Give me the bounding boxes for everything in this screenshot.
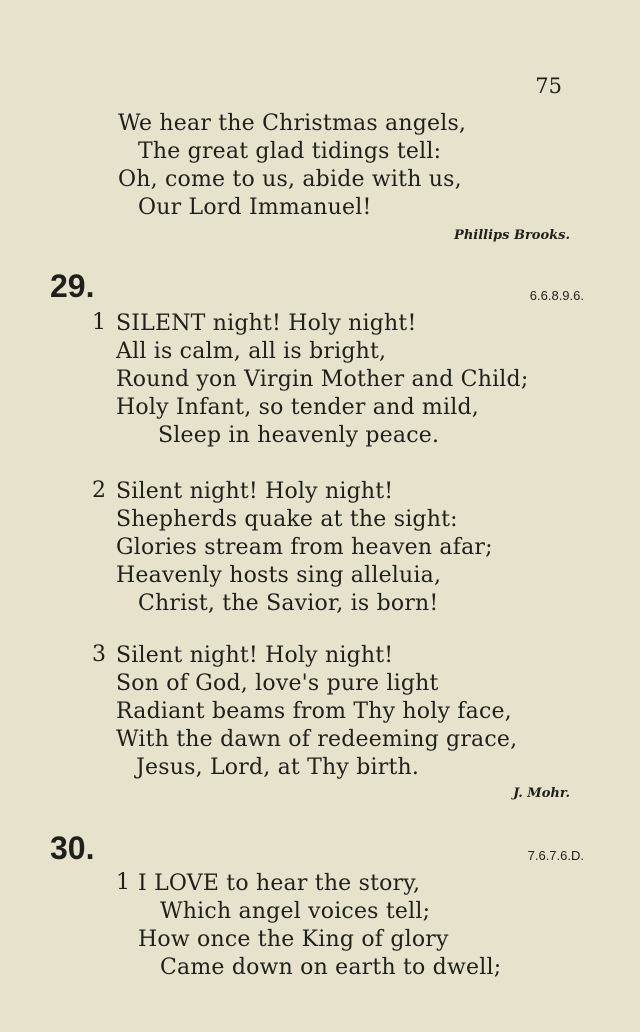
verse-line: Silent night! Holy night! (116, 643, 394, 668)
verse-line: Which angel voices tell; (160, 899, 431, 924)
verse-line: Son of God, love's pure light (116, 671, 439, 696)
verse-line: Shepherds quake at the sight: (116, 507, 458, 532)
author-attribution: J. Mohr. (513, 786, 570, 801)
verse-line: Holy Infant, so tender and mild, (116, 395, 479, 420)
verse-line: Sleep in heavenly peace. (158, 423, 440, 448)
hymn-number: 29. (50, 268, 95, 304)
hymn-meter: 6.6.8.9.6. (529, 288, 584, 303)
verse-line: Silent night! Holy night! (116, 479, 394, 504)
stanza-line: The great glad tidings tell: (138, 139, 442, 164)
verse-number: 3 (92, 642, 106, 667)
verse-line: Heavenly hosts sing alleluia, (116, 563, 442, 588)
stanza-line: We hear the Christmas angels, (118, 111, 467, 136)
hymn-number: 30. (50, 830, 95, 866)
author-attribution: Phillips Brooks. (454, 228, 570, 243)
verse-line: How once the King of glory (138, 927, 449, 952)
verse-number: 2 (92, 478, 106, 503)
verse-line: I LOVE to hear the story, (138, 871, 421, 896)
verse-line: Christ, the Savior, is born! (138, 591, 439, 616)
verse-line: All is calm, all is bright, (116, 339, 387, 364)
verse-line: Jesus, Lord, at Thy birth. (136, 755, 420, 780)
stanza-line: Our Lord Immanuel! (138, 195, 372, 220)
verse-line: Came down on earth to dwell; (160, 955, 502, 980)
verse-line: Radiant beams from Thy holy face, (116, 699, 512, 724)
stanza-line: Oh, come to us, abide with us, (118, 167, 462, 192)
verse-number: 1 (116, 870, 130, 895)
page-number: 75 (535, 74, 562, 98)
verse-line: Round yon Virgin Mother and Child; (116, 367, 529, 392)
verse-line: SILENT night! Holy night! (116, 311, 417, 336)
verse-line: Glories stream from heaven afar; (116, 535, 493, 560)
verse-number: 1 (92, 310, 106, 335)
hymn-meter: 7.6.7.6.D. (527, 848, 584, 863)
verse-line: With the dawn of redeeming grace, (116, 727, 518, 752)
